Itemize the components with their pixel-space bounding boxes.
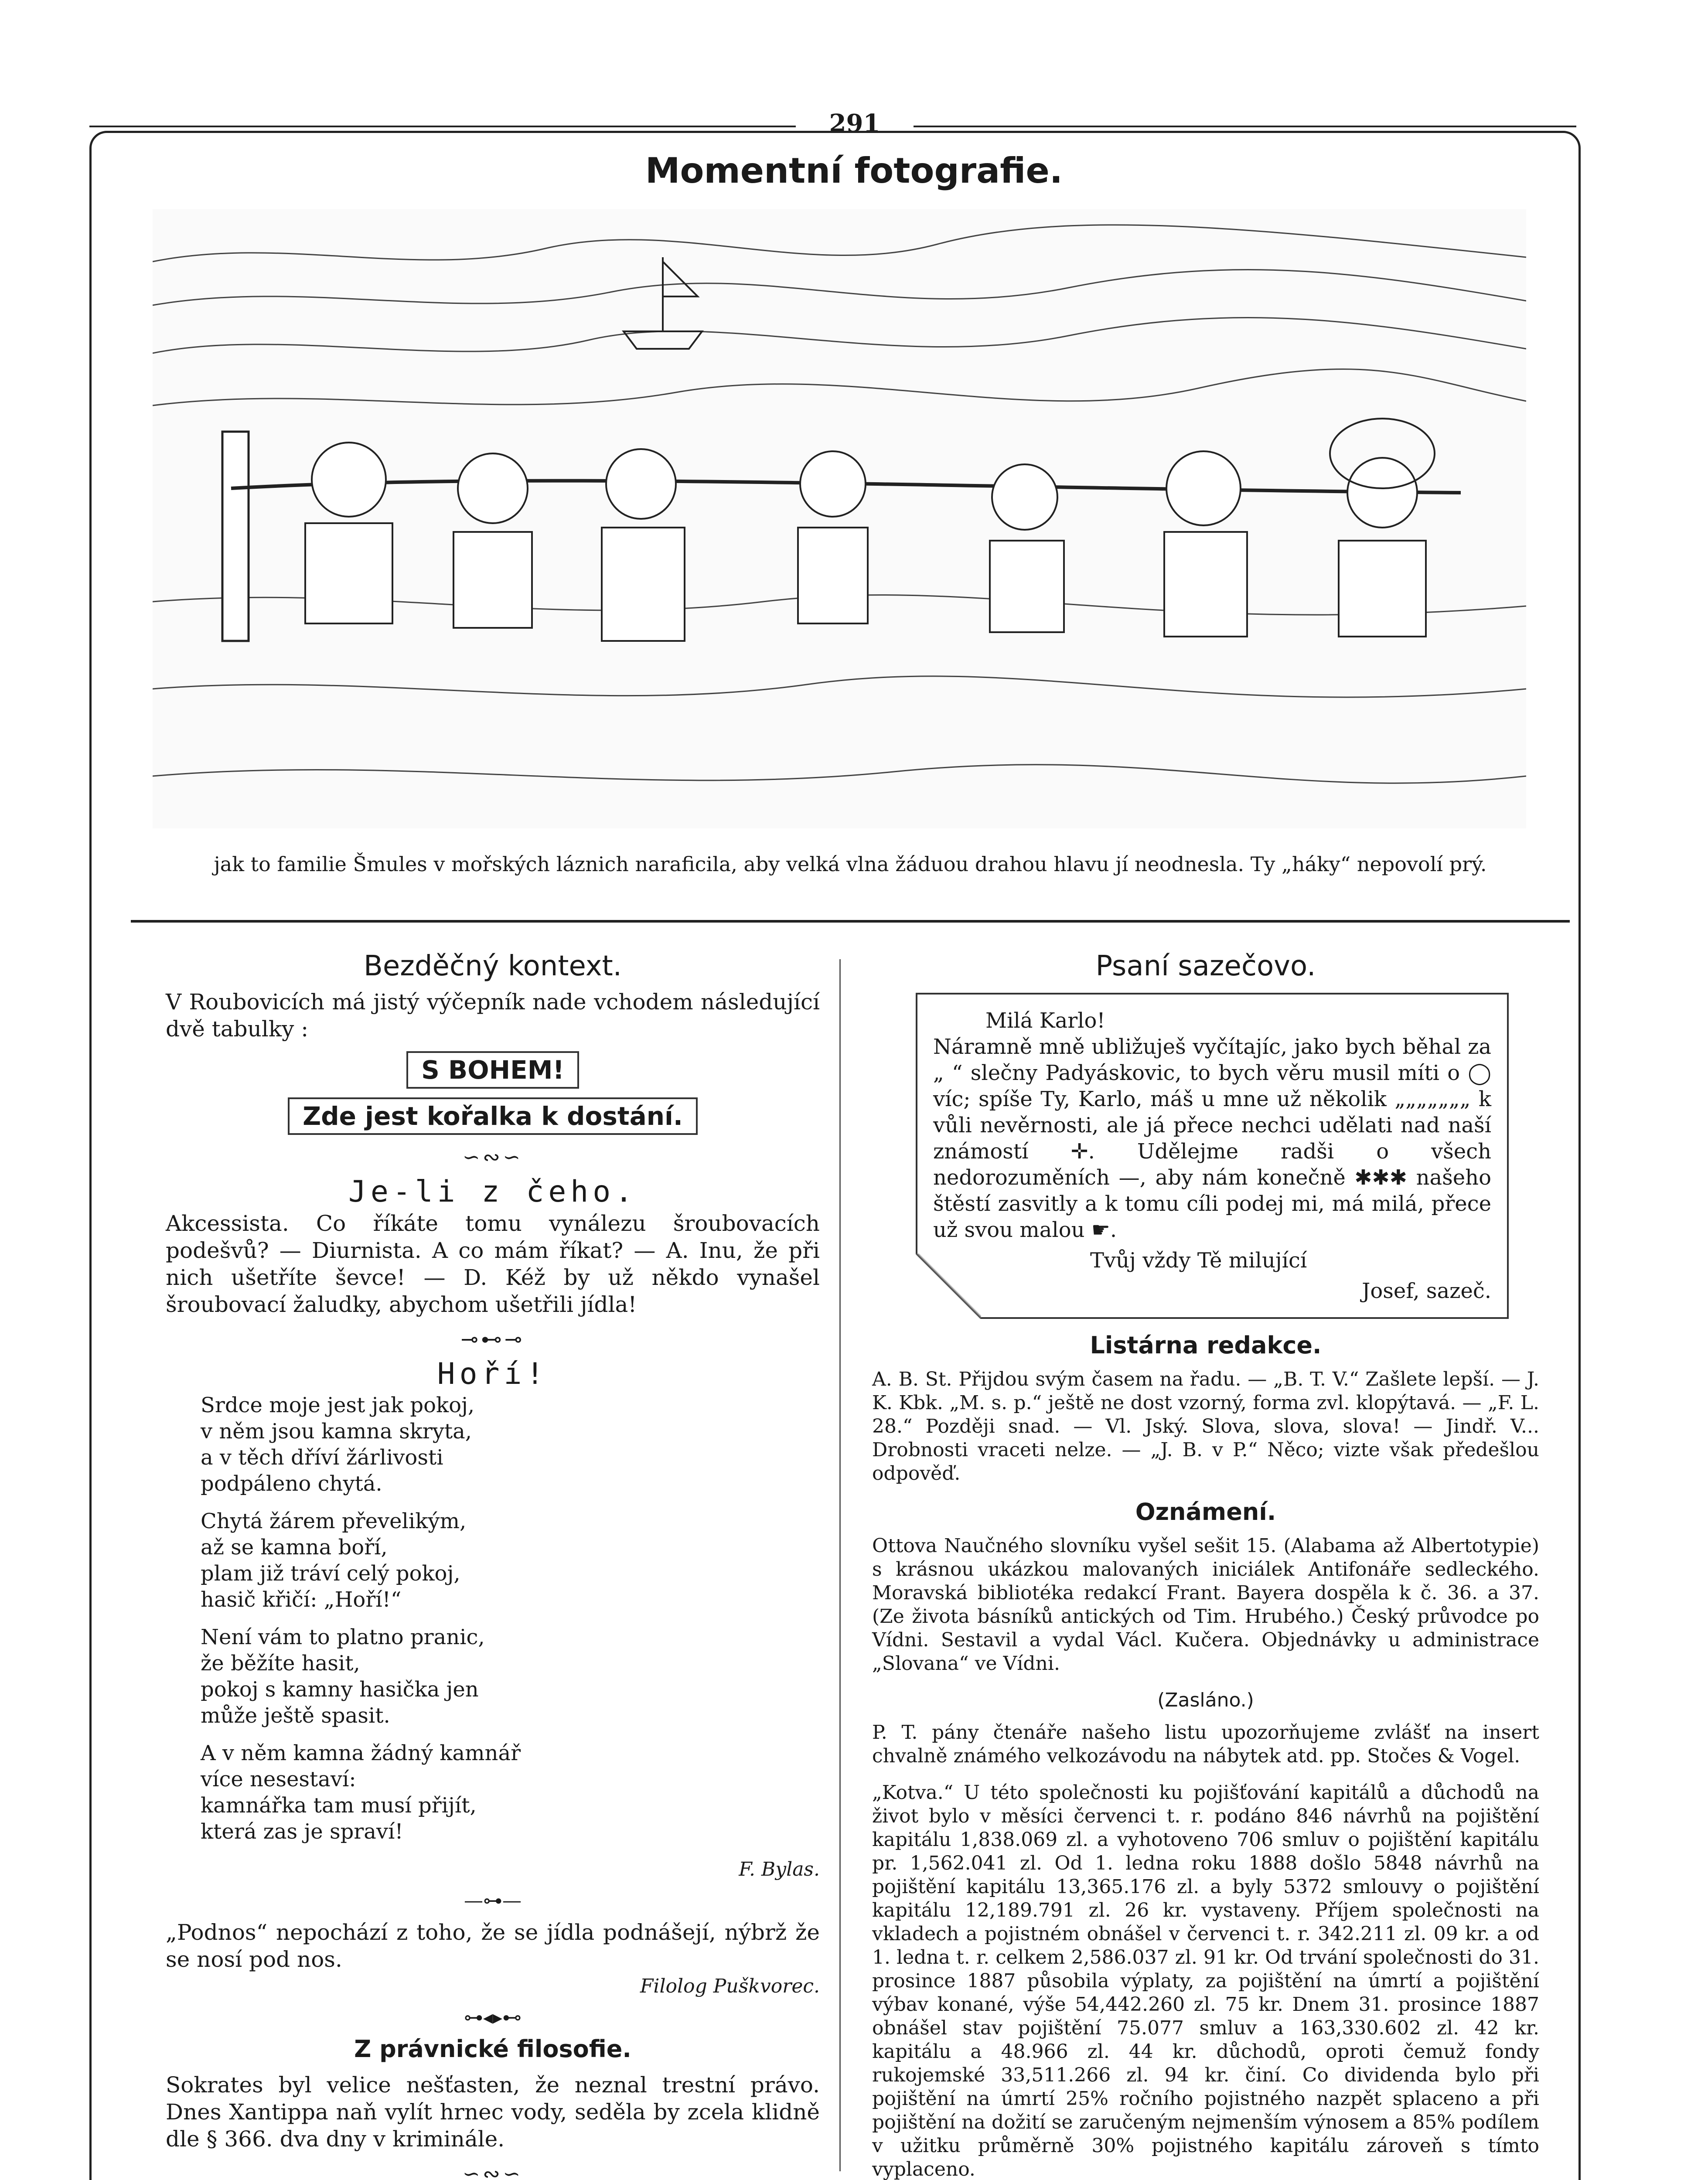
poem-line: a v těch dříví žárlivosti <box>201 1445 443 1470</box>
poem-line: více nesestaví: <box>201 1767 356 1792</box>
section-title-oznameni: Oznámení. <box>1135 1498 1276 1526</box>
cartoon-illustration <box>153 209 1526 828</box>
top-rule-right <box>914 126 1576 127</box>
spacer <box>872 1676 1539 1689</box>
poem-line: v něm jsou kamna skryta, <box>201 1419 472 1444</box>
letter-signer: Josef, sazeč. <box>1362 1279 1491 1303</box>
poem-line: A v něm kamna žádný kamnář <box>201 1741 521 1765</box>
pravnicke-text: Sokrates byl velice nešťasten, že neznal trestní právo. Dnes Xantippa naň vylít hrnec vody, seděla by zcela klidně dle § 366. dva dny v kriminále. <box>166 2072 820 2152</box>
section-title-psani: Psaní sazečovo. <box>1095 950 1316 982</box>
poem-line: kamnářka tam musí přijít, <box>201 1793 477 1818</box>
sign-korlka: Zde jest kořalka k dostání. <box>288 1097 698 1135</box>
oznameni-text: Ottova Naučného slovníku vyšel sešit 15. (Alabama až Albertotypie) s krásnou ukázkou malovaných iniciálek Antifonáře sedleckého. Moravská bibliotéka redakcí Frant. Bayera dospěla k č. 36. a 37. (Ze života básníků antických od Tim. Hrubého.) Český průvodce po Vídni. Sestavil a vydal Václ. Kučera. Objednávky u administrace „Slovana“ ve Vídni. <box>872 1535 1539 1675</box>
ornament-2: ⊸⊷⊸ <box>460 1327 525 1352</box>
poem-line: která zas je spraví! <box>201 1819 403 1844</box>
section-title-je-li: Je-li z čeho. <box>348 1175 638 1209</box>
kotva-text: „Kotva.“ U této společnosti ku pojišťování kapitálů a důchodů na život bylo v měsíci červenci t. r. podáno 846 návrhů na pojištění kapitálu 1,838.069 zl. a vyhotoveno 706 smluv o pojištění kapitálu pr. 1,562.041 zl. Od 1. ledna roku 1888 došlo 5848 návrhů na pojištění kapitálu 13,365.176 zl. a byly 5372 smlouvy o pojištění kapitálu 12,189.791 zl. 26 kr. vystaveny. Příjem společnosti na vkladech a pojistném obnášel v červenci t. r. 342.211 zl. 09 kr. a od 1. ledna t. r. celkem 2,586.037 zl. 91 kr. Od trvání společnosti do 31. prosince 1887 působila výplaty, za pojištění na úmrtí a pojištění výbav konané, výše 54,442.260 zl. 75 kr. Dnem 31. prosince 1887 obnášel stav pojištění 75.077 smluv a 163,330.602 zl. 42 kr. kapitálu a 48.966 zl. 44 kr. důchodů, oproti čemuž fondy rukojemské 33,511.266 zl. 94 kr. činí. Co dividenda bylo při pojištění na úmrtí 25% ročního pojistného nazpět splaceno a při pojištění na dožití se zaručeným nejmenším výnosem a 85% podílem v užitku průměrně 30% pojistného kapitálu zároveň s tímto vyplaceno. <box>872 1781 1539 2180</box>
section-rule <box>131 920 1570 923</box>
poem-line: Chytá žárem převelikým, <box>201 1509 467 1533</box>
spacer <box>872 1485 1539 1499</box>
poem-title: Hoří! <box>437 1357 549 1391</box>
sign-s-bohem: S BOHEM! <box>406 1051 579 1089</box>
zaslano-text: P. T. pány čtenáře našeho listu upozorňujeme zvlášť na insert chvalně známého velkozávodu na nábytek atd. pp. Stočes & Vogel. <box>872 1721 1539 1767</box>
poem-line: hasič křičí: „Hoří!“ <box>201 1587 402 1612</box>
section-title-zaslano: (Zasláno.) <box>1157 1689 1254 1711</box>
ornament-3: —⊶— <box>464 1890 522 1912</box>
top-rule-left <box>89 126 796 127</box>
main-title: Momentní fotografie. <box>645 150 1063 191</box>
page-number: 291 <box>829 109 880 138</box>
section-title-bezdecny: Bezděčný kontext. <box>364 950 622 982</box>
poem-stanza <box>201 1624 820 1729</box>
je-li-text: Akcessista. Co říkáte tomu vynálezu šroubovacích podešvů? — Diurnista. A co mám říkat? — A. Inu, že při nich ušetříte ševce! — D. Kéž by už někdo vynašel šroubovací žaludky, abychom ušetřili jídla! <box>166 1211 820 1317</box>
ornament-4: ⊶◂▸⊷ <box>464 2006 522 2029</box>
podnos-signature: Filolog Puškvorec. <box>640 1975 820 1997</box>
poem-line: podpáleno chytá. <box>201 1472 382 1496</box>
podnos-text: „Podnos“ nepochází z toho, že se jídla podnášejí, nýbrž že se nosí pod nos. <box>166 1920 820 1972</box>
right-column <box>872 950 1539 2180</box>
section-title-pravnicke: Z právnické filosofie. <box>354 2035 631 2063</box>
poem-line: může ještě spasit. <box>201 1703 390 1728</box>
letter-body: Náramně mně ubližuješ vyčítajíc, jako bych běhal za „ “ slečny Padyáskovic, to bych věru musil míti o ◯ víc; spíše Ty, Karlo, máš u mne už několik „„„„„„„ k vůli nevěrnosti, ale já přece nechci udělati nad naší známostí ✛. Udělejme radši o všech nedorozuměních —, aby nám konečně ✱✱✱ našeho štěstí zasvitly a k tomu cíli podej mi, má milá, přece už svou malou ☛. <box>933 1035 1491 1242</box>
letter-closing: Tvůj vždy Tě milující <box>1090 1248 1307 1273</box>
illustration-caption: jak to familie Šmules v mořských láznich naraficila, aby velká vlna žáduou drahou hlavu jí neodnesla. Ty „háky“ nepovolí prý. <box>214 852 1487 876</box>
poem-line: Srdce moje jest jak pokoj, <box>201 1393 475 1417</box>
poem-author: F. Bylas. <box>739 1858 820 1880</box>
letter-greeting: Milá Karlo! <box>985 1008 1105 1033</box>
poem-line: až se kamna boří, <box>201 1535 388 1560</box>
poem-stanza <box>201 1508 820 1613</box>
poem-stanza <box>201 1740 820 1845</box>
folded-corner <box>916 1254 981 1319</box>
poem-line: že běžíte hasit, <box>201 1651 360 1676</box>
poem-line: Není vám to platno pranic, <box>201 1625 485 1649</box>
ornament-1: ∽∾∽ <box>462 1145 523 1169</box>
bezdecny-text: V Roubovicích má jistý výčepník nade vchodem následující dvě tabulky : <box>166 989 820 1042</box>
poem <box>201 1392 820 1845</box>
poem-stanza <box>201 1392 820 1497</box>
column-divider <box>839 959 841 2171</box>
poem-line: pokoj s kamny hasička jen <box>201 1677 479 1702</box>
poem-line: plam již tráví celý pokoj, <box>201 1561 460 1586</box>
left-column <box>166 950 820 2180</box>
ornament-5: ∽∾∽ <box>462 2162 523 2180</box>
letter-box <box>916 993 1509 1319</box>
section-title-listarna: Listárna redakce. <box>1090 1332 1322 1359</box>
spacer <box>872 1768 1539 1781</box>
listarna-text: A. B. St. Přijdou svým časem na řadu. — „B. T. V.“ Zašlete lepší. — J. K. Kbk. „M. s. p.“ ještě ne dost vzorný, forma zvl. klopýtavá. — „F. L. 28.“ Později snad. — Vl. Jský. Slova, slova, slova! — Jindř. V... Drobnosti vraceti nelze. — „J. B. v P.“ Něco; vizte však předešlou odpověď. <box>872 1368 1539 1485</box>
